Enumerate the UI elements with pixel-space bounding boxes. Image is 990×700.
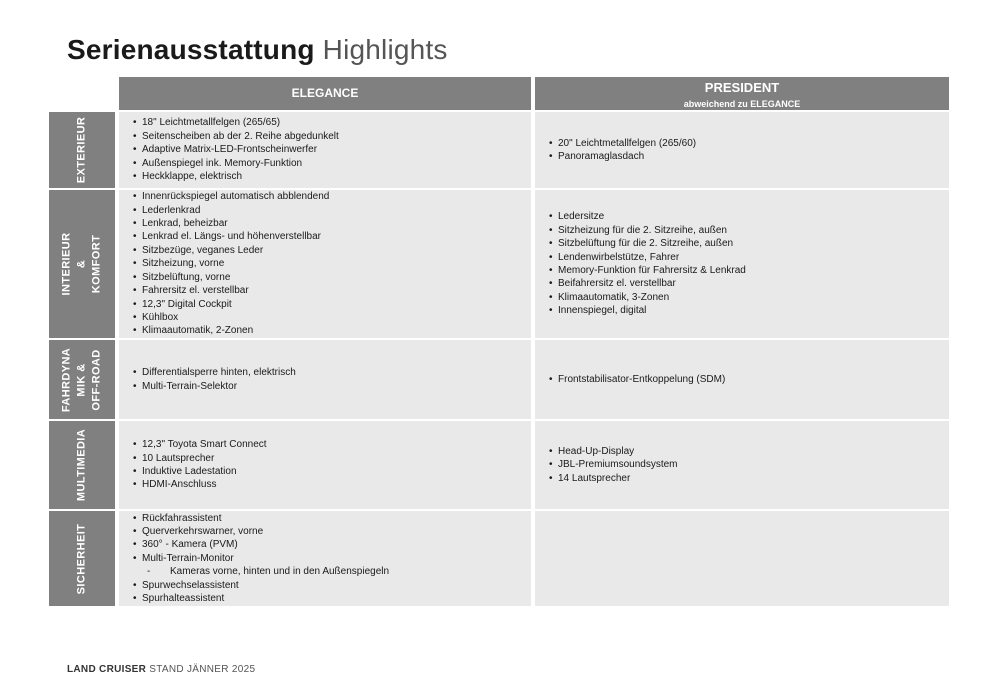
- list-item: • Induktive Ladestation: [133, 465, 531, 478]
- list-item: • Panoramaglasdach: [549, 150, 949, 163]
- list-item: • Spurhalteassistent: [133, 592, 531, 605]
- list-sub-item: - Kameras vorne, hinten und in den Außenspiegeln: [133, 565, 531, 578]
- page-title-bold: Serienausstattung: [67, 34, 315, 65]
- list-item: • 18" Leichtmetallfelgen (265/65): [133, 116, 531, 129]
- list-item: • 12,3" Digital Cockpit: [133, 298, 531, 311]
- list-item: • Klimaautomatik, 3-Zonen: [549, 291, 949, 304]
- list-item: • Heckklappe, elektrisch: [133, 170, 531, 183]
- list-item: • Beifahrersitz el. verstellbar: [549, 277, 949, 290]
- list-item: • Multi-Terrain-Monitor: [133, 552, 531, 565]
- category-cell: [49, 340, 115, 419]
- category-label: MULTIMEDIA: [75, 428, 88, 502]
- list-item: • Kühlbox: [133, 311, 531, 324]
- list-item: • Fahrersitz el. verstellbar: [133, 284, 531, 297]
- list-item: • Ledersitze: [549, 210, 949, 223]
- table-row-interieur-komfort: [49, 190, 949, 338]
- footer-status: STAND JÄNNER 2025: [149, 664, 256, 675]
- list-item: • Sitzbelüftung, vorne: [133, 271, 531, 284]
- list-item: • Frontstabilisator-Entkoppelung (SDM): [549, 373, 949, 386]
- list-item: • Lenkrad, beheizbar: [133, 217, 531, 230]
- category-cell: [49, 112, 115, 188]
- list-item: • 12,3" Toyota Smart Connect: [133, 438, 531, 451]
- list-item: • Sitzheizung für die 2. Sitzreihe, außen: [549, 224, 949, 237]
- list-item: • Differentialsperre hinten, elektrisch: [133, 366, 531, 379]
- category-label: FAHRDYNA MIK & OFF-ROAD: [60, 347, 103, 412]
- table-row-fahrdynamik: [49, 340, 949, 419]
- list-item: • Rückfahrassistent: [133, 512, 531, 525]
- list-item: • Innenspiegel, digital: [549, 304, 949, 317]
- list-item: • Seitenscheiben ab der 2. Reihe abgedunkelt: [133, 130, 531, 143]
- list-item: • Lendenwirbelstütze, Fahrer: [549, 251, 949, 264]
- column-header-president-note: abweichend zu ELEGANCE: [683, 99, 801, 109]
- category-cell: [49, 511, 115, 606]
- footer: [67, 664, 255, 675]
- elegance-cell: [119, 112, 531, 188]
- list-item: • Sitzheizung, vorne: [133, 257, 531, 270]
- elegance-cell: [119, 421, 531, 509]
- category-label: EXTERIEUR: [75, 116, 88, 184]
- table-row-exterieur: [49, 112, 949, 188]
- list-item: • Lenkrad el. Längs- und höhenverstellbar: [133, 230, 531, 243]
- list-item: • Multi-Terrain-Selektor: [133, 380, 531, 393]
- category-cell: [49, 421, 115, 509]
- column-header-president-title: PRESIDENT: [704, 80, 780, 95]
- table-row-multimedia: [49, 421, 949, 509]
- category-label: SICHERHEIT: [75, 523, 88, 594]
- column-header-president: [535, 77, 949, 110]
- list-item: • 14 Lautsprecher: [549, 472, 949, 485]
- president-cell: [535, 340, 949, 419]
- list-item: • Adaptive Matrix-LED-Frontscheinwerfer: [133, 143, 531, 156]
- elegance-cell: [119, 190, 531, 338]
- list-item: • Querverkehrswarner, vorne: [133, 525, 531, 538]
- list-item: • HDMI-Anschluss: [133, 478, 531, 491]
- elegance-cell: [119, 340, 531, 419]
- list-item: • Klimaautomatik, 2-Zonen: [133, 324, 531, 337]
- page-title: [67, 34, 448, 66]
- list-item: • Spurwechselassistent: [133, 579, 531, 592]
- list-item: • Innenrückspiegel automatisch abblendend: [133, 190, 531, 203]
- column-header-elegance: ELEGANCE: [119, 77, 531, 110]
- list-item: • Außenspiegel ink. Memory-Funktion: [133, 157, 531, 170]
- list-item: • Lederlenkrad: [133, 204, 531, 217]
- category-cell: [49, 190, 115, 338]
- list-item: • Head-Up-Display: [549, 445, 949, 458]
- president-cell: [535, 421, 949, 509]
- president-cell: [535, 112, 949, 188]
- footer-model: LAND CRUISER: [67, 664, 147, 675]
- page-title-light: Highlights: [322, 34, 448, 65]
- list-item: • 10 Lautsprecher: [133, 452, 531, 465]
- list-item: • 360° - Kamera (PVM): [133, 538, 531, 551]
- president-cell: [535, 511, 949, 606]
- category-label: INTERIEUR & KOMFORT: [60, 232, 103, 296]
- list-item: • Memory-Funktion für Fahrersitz & Lenkrad: [549, 264, 949, 277]
- elegance-cell: [119, 511, 531, 606]
- table-row-sicherheit: [49, 511, 949, 606]
- list-item: • JBL-Premiumsoundsystem: [549, 458, 949, 471]
- list-item: • Sitzbezüge, veganes Leder: [133, 244, 531, 257]
- list-item: • 20" Leichtmetallfelgen (265/60): [549, 137, 949, 150]
- list-item: • Sitzbelüftung für die 2. Sitzreihe, außen: [549, 237, 949, 250]
- president-cell: [535, 190, 949, 338]
